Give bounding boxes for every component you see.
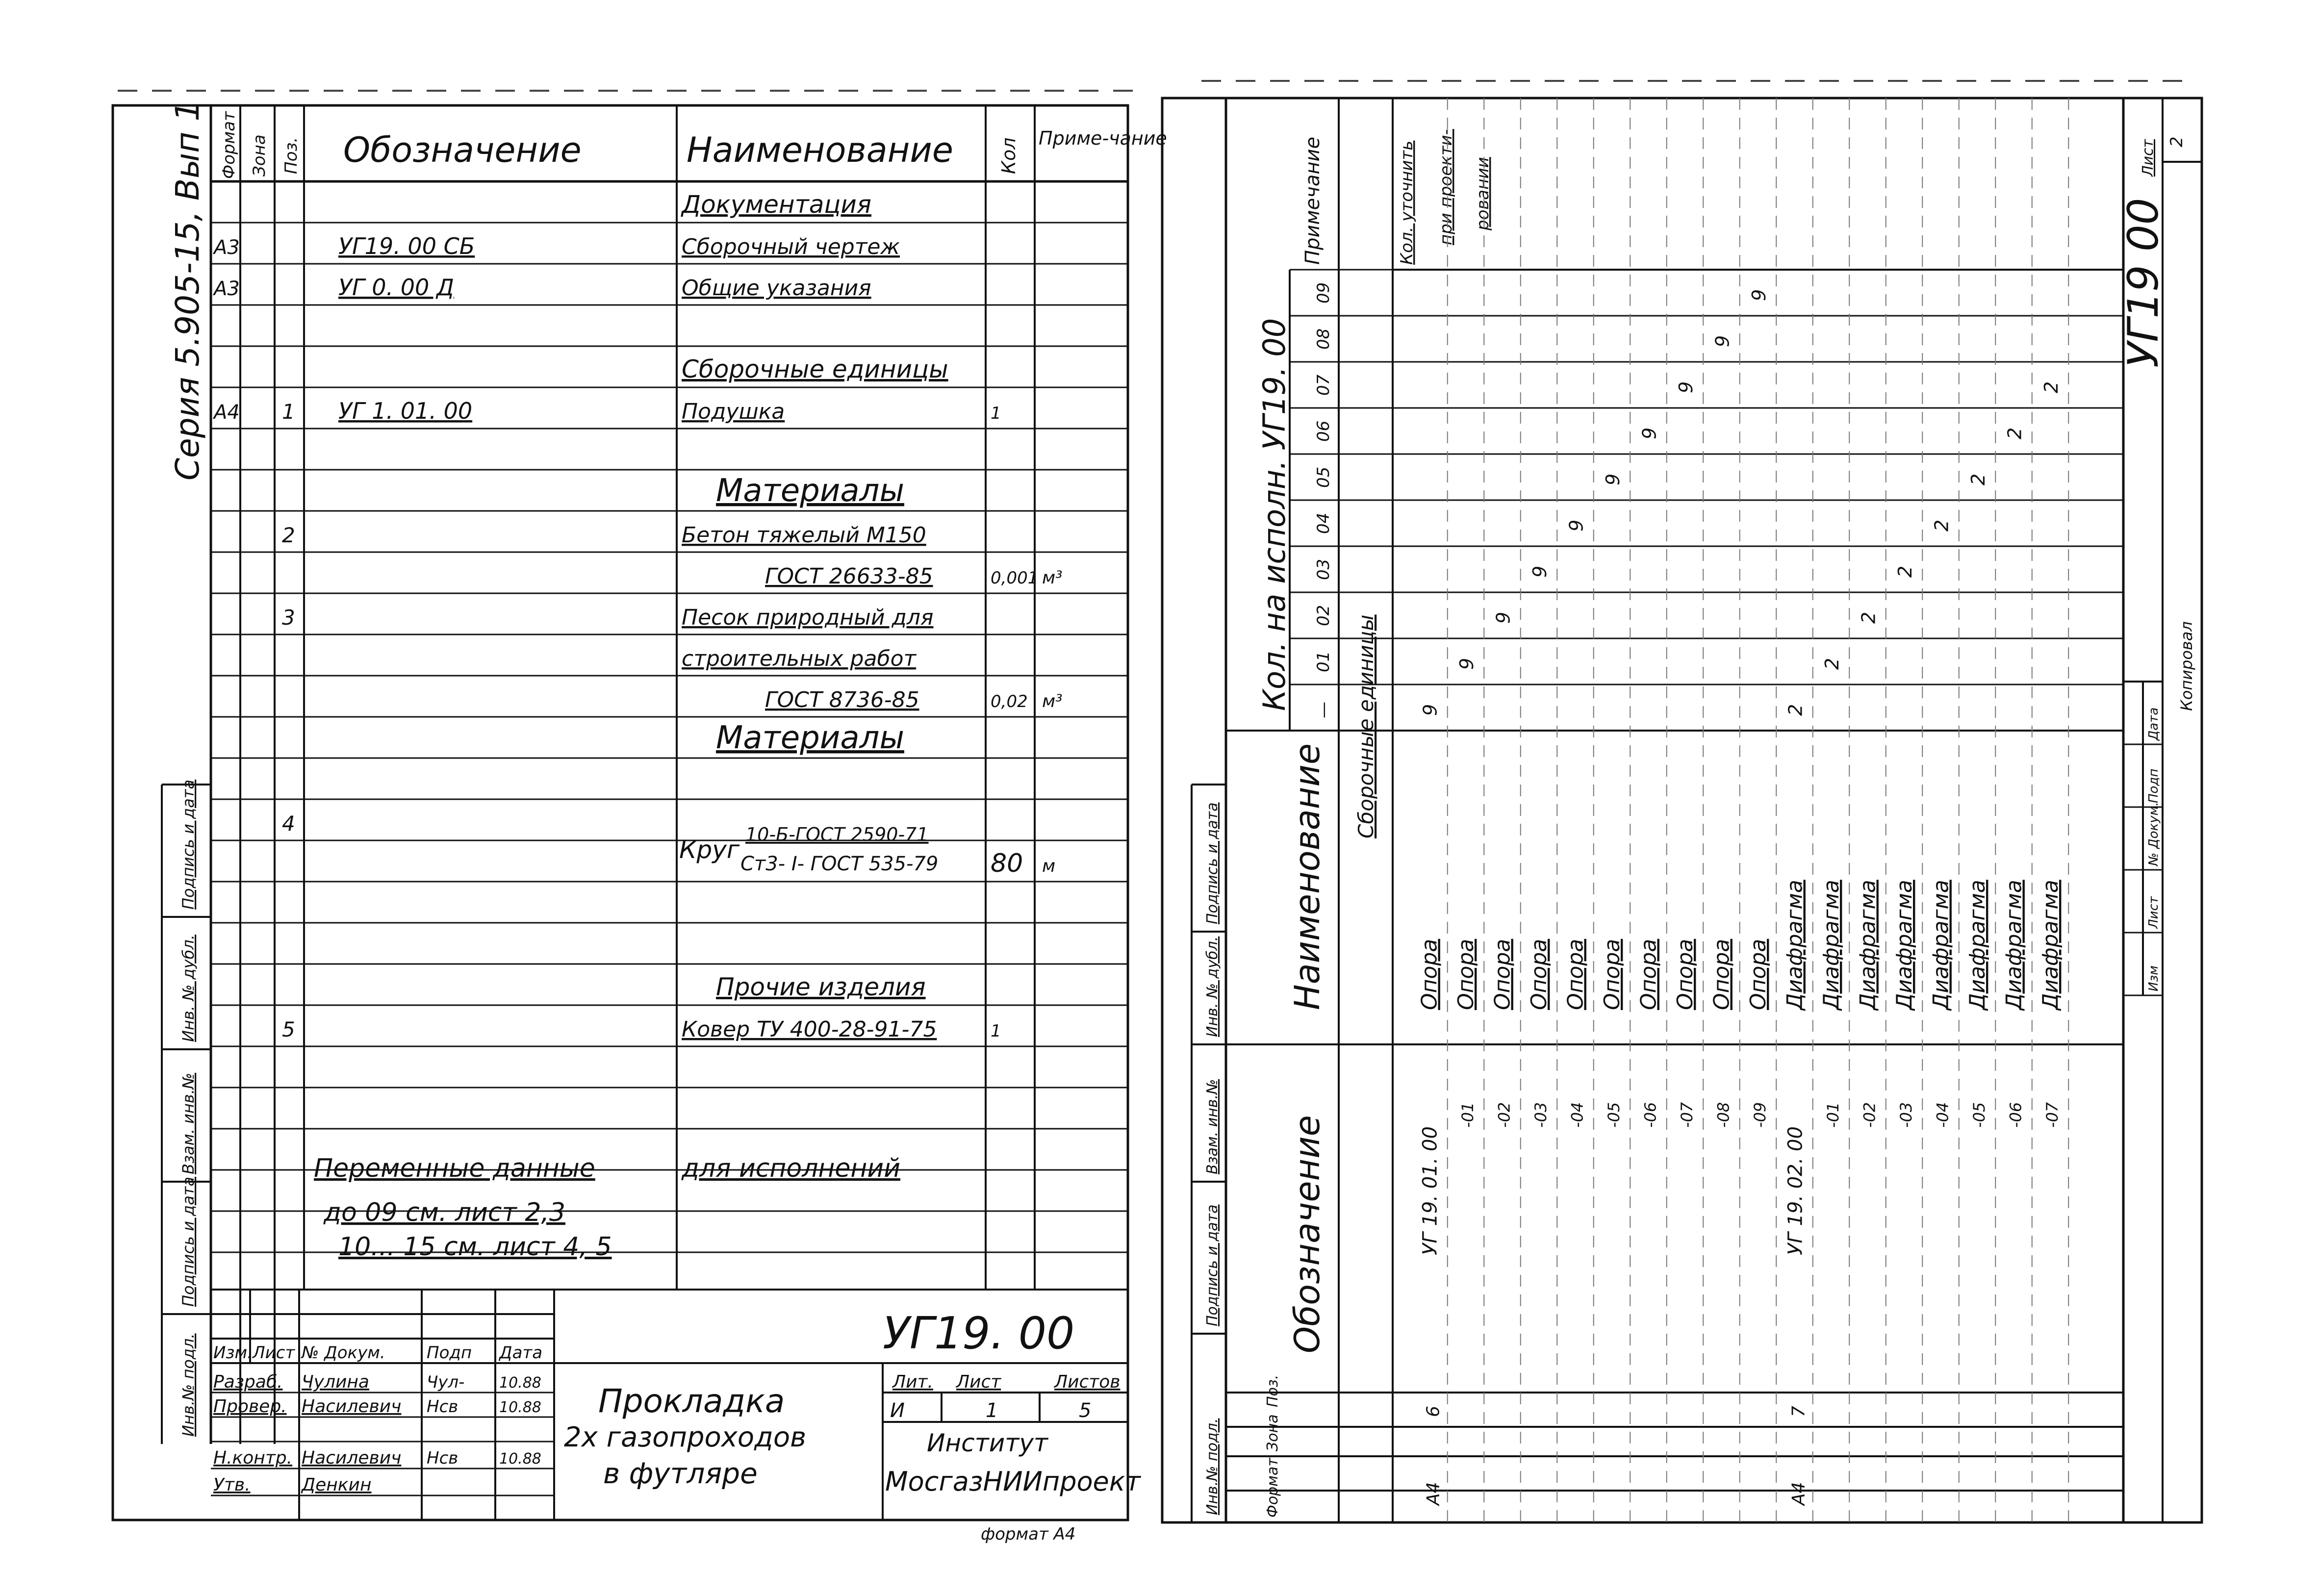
item-designation: УГ 19. 01. 00 xyxy=(1419,1126,1442,1255)
row-note: м³ xyxy=(1042,568,1063,588)
row-name: Ковер ТУ 400-28-91-75 xyxy=(682,1017,937,1042)
r-document-code: УГ19 00 xyxy=(2119,198,2168,368)
mini-stamp-label: № Докум. xyxy=(2146,802,2161,866)
variable-data-line1b: для исполнений xyxy=(682,1154,901,1183)
row-qty: 0,001 xyxy=(991,568,1039,588)
row-qty: 0,02 xyxy=(991,692,1028,711)
row-name: Документация xyxy=(682,190,871,219)
item-designation: -05 xyxy=(1605,1102,1623,1128)
lit-value: И xyxy=(890,1399,905,1422)
item-name: Диафрагма xyxy=(1965,880,1990,1010)
tb-signature: Нсв xyxy=(427,1397,459,1417)
row-pos: 4 xyxy=(282,811,295,836)
variant-header: 01 xyxy=(1314,651,1333,672)
r-sheet-label: Лист xyxy=(2140,139,2157,177)
tb-col-izm: Изм. xyxy=(213,1343,253,1363)
variant-header: — xyxy=(1314,702,1333,718)
org-line2: МосгазНИИпроект xyxy=(885,1466,1141,1497)
item-qty: 9 xyxy=(1711,335,1733,347)
tb-date: 10.88 xyxy=(499,1374,541,1392)
item-designation: -09 xyxy=(1751,1102,1769,1128)
item-format: А4 xyxy=(1788,1482,1809,1505)
item-designation: УГ 19. 02. 00 xyxy=(1784,1126,1807,1255)
variant-header: 09 xyxy=(1314,282,1333,304)
item-name: Опора xyxy=(1417,938,1442,1010)
row-designation: УГ 0. 00 Д xyxy=(338,274,454,301)
row-format: А4 xyxy=(214,401,240,424)
item-qty: 2 xyxy=(2004,427,2026,439)
header-zone: Зона xyxy=(250,134,269,177)
title-line1: Прокладка xyxy=(598,1382,785,1420)
item-qty: 2 xyxy=(1894,565,1916,578)
row-format: А3 xyxy=(214,236,240,259)
item-name: Диафрагма xyxy=(2038,880,2063,1010)
row-name: Подушка xyxy=(682,399,785,424)
krug-bottom: Ст3- I- ГОСТ 535-79 xyxy=(740,853,939,875)
side-stamp-label: Подпись и дата xyxy=(179,779,198,910)
tb-signature: Нсв xyxy=(427,1448,459,1468)
item-name: Диафрагма xyxy=(1782,880,1808,1010)
side-stamp-label: Подпись и дата xyxy=(179,1176,198,1307)
r-sheet-value: 2 xyxy=(2167,136,2187,147)
mini-stamp-label: Подп xyxy=(2146,768,2161,803)
tb-role: Утв. xyxy=(213,1475,251,1495)
variable-data-line1a: Переменные данные xyxy=(314,1154,595,1183)
tb-role: Провер. xyxy=(213,1396,287,1417)
item-designation: -07 xyxy=(1678,1102,1696,1128)
row-name: Сборочный чертеж xyxy=(682,234,900,259)
row-name: Бетон тяжелый М150 xyxy=(682,523,926,548)
tb-person: Насилевич xyxy=(302,1448,402,1468)
tb-col-sign: Подп xyxy=(427,1343,472,1363)
item-name: Опора xyxy=(1636,938,1661,1010)
tb-col-list: Лист xyxy=(253,1343,295,1363)
note-line2: при проекти- xyxy=(1436,129,1456,245)
item-designation: -07 xyxy=(2043,1102,2062,1128)
side-stamp-label: Инв. № дубл. xyxy=(1204,936,1221,1037)
item-designation: -08 xyxy=(1714,1102,1733,1128)
header-designation: Обозначение xyxy=(343,130,582,170)
r-header-qty-title: Кол. на исполн. УГ19. 00 xyxy=(1256,318,1292,711)
mini-stamp-label: Изм xyxy=(2146,965,2161,991)
item-name: Диафрагма xyxy=(1928,880,1954,1010)
item-qty: 9 xyxy=(1638,427,1660,439)
item-qty: 2 xyxy=(1967,473,1989,485)
item-name: Опора xyxy=(1563,938,1588,1010)
item-qty: 2 xyxy=(1821,658,1843,670)
row-name: строительных работ xyxy=(682,646,917,671)
item-name: Опора xyxy=(1673,938,1698,1010)
row-note: м³ xyxy=(1042,691,1063,711)
header-note: Приме-чание xyxy=(1039,127,1167,149)
variant-header: 08 xyxy=(1314,328,1333,350)
tb-role: Разраб. xyxy=(213,1372,283,1392)
item-name: Опора xyxy=(1709,938,1734,1010)
item-name: Опора xyxy=(1527,938,1552,1010)
side-stamp-label: Взам. инв.№ xyxy=(179,1072,198,1174)
item-name: Опора xyxy=(1490,938,1515,1010)
header-pos: Поз. xyxy=(281,137,301,174)
krug-top: 10-Б-ГОСТ 2590-71 xyxy=(745,824,929,845)
r-header-name: Наименование xyxy=(1287,743,1327,1010)
row-note: м xyxy=(1042,856,1056,876)
item-qty: 9 xyxy=(1675,381,1697,393)
item-designation: -03 xyxy=(1531,1102,1550,1128)
r-header-format: Формат xyxy=(1264,1458,1281,1518)
item-name: Опора xyxy=(1600,938,1625,1010)
item-designation: -04 xyxy=(1933,1102,1952,1128)
row-pos: 3 xyxy=(282,606,295,630)
lit-label: Лит. xyxy=(892,1372,933,1392)
item-name: Диафрагма xyxy=(1819,880,1844,1010)
item-designation: -01 xyxy=(1824,1102,1842,1128)
title-line2: 2х газопроходов xyxy=(564,1421,807,1453)
row-name: ГОСТ 8736-85 xyxy=(765,687,919,712)
side-stamp-label: Подпись и дата xyxy=(1204,802,1221,924)
sheet-label: Лист xyxy=(956,1372,1001,1392)
variant-header: 07 xyxy=(1314,374,1333,396)
header-qty: Кол xyxy=(998,137,1019,174)
r-header-zone: Зона xyxy=(1264,1414,1281,1451)
r-header-pos: Поз. xyxy=(1264,1374,1281,1407)
side-stamp-label: Инв.№ подл. xyxy=(1204,1418,1221,1515)
row-name: Песок природный для xyxy=(682,605,934,630)
row-pos: 1 xyxy=(282,400,295,424)
header-format: Формат xyxy=(219,111,239,179)
section-assembly-units: Сборочные единицы xyxy=(1354,614,1378,838)
item-designation: -04 xyxy=(1568,1102,1587,1128)
row-name: Прочие изделия xyxy=(716,973,926,1001)
note-line3: ровании xyxy=(1473,157,1493,230)
tb-role: Н.контр. xyxy=(213,1448,293,1468)
sheets-value: 5 xyxy=(1079,1399,1092,1422)
item-qty: 2 xyxy=(1858,611,1880,624)
tb-col-doc: № Докум. xyxy=(302,1343,385,1363)
tb-date: 10.88 xyxy=(499,1450,541,1468)
row-name: Материалы xyxy=(716,473,904,509)
item-qty: 9 xyxy=(1492,611,1514,624)
item-qty: 9 xyxy=(1748,289,1770,301)
row-qty: 1 xyxy=(991,1021,1001,1041)
tb-person: Насилевич xyxy=(302,1396,402,1417)
mini-stamp-label: Лист xyxy=(2146,896,2161,929)
item-designation: -02 xyxy=(1495,1102,1514,1128)
side-stamp-label: Инв.№ подл. xyxy=(179,1333,198,1437)
item-qty: 9 xyxy=(1565,519,1587,532)
item-qty: 2 xyxy=(1931,519,1953,532)
item-name: Опора xyxy=(1746,938,1771,1010)
row-name: Сборочные единицы xyxy=(682,355,948,383)
item-qty: 2 xyxy=(1784,704,1807,716)
item-designation: -01 xyxy=(1458,1102,1477,1128)
format-note: формат А4 xyxy=(981,1524,1076,1544)
item-name: Диафрагма xyxy=(1892,880,1917,1010)
note-line1: Кол. уточнить xyxy=(1397,140,1417,265)
side-stamp-label: Инв. № дубл. xyxy=(179,935,198,1042)
row-name: ГОСТ 26633-85 xyxy=(765,564,933,589)
copied-label: Копировал xyxy=(2177,621,2196,711)
tb-signature: Чул- xyxy=(427,1372,465,1392)
tb-person: Денкин xyxy=(302,1475,372,1495)
row-qty: 80 xyxy=(991,849,1023,878)
item-pos: 7 xyxy=(1788,1406,1809,1417)
row-pos: 2 xyxy=(282,523,295,547)
tb-col-date: Дата xyxy=(499,1343,543,1363)
item-name: Диафрагма xyxy=(1855,880,1881,1010)
side-stamp-label: Взам. инв.№ xyxy=(1204,1079,1221,1174)
item-designation: -06 xyxy=(2006,1102,2025,1128)
side-stamp-label: Подпись и дата xyxy=(1204,1204,1221,1326)
variable-data-line3: 10... 15 см. лист 4, 5 xyxy=(338,1232,612,1262)
row-designation: УГ 1. 01. 00 xyxy=(338,398,473,424)
header-name: Наименование xyxy=(687,130,953,170)
variant-header: 04 xyxy=(1314,512,1333,534)
item-pos: 6 xyxy=(1423,1406,1444,1417)
item-qty: 2 xyxy=(2040,381,2062,393)
row-qty: 1 xyxy=(991,404,1001,423)
variant-header: 03 xyxy=(1314,558,1333,580)
series-label: Серия 5.905-15, Вып 1 xyxy=(169,101,206,481)
sheets-label: Листов xyxy=(1054,1372,1121,1392)
row-format: А3 xyxy=(214,278,240,300)
item-designation: -05 xyxy=(1970,1102,1988,1128)
document-code: УГ19. 00 xyxy=(883,1308,1075,1359)
variable-data-line2: до 09 см. лист 2,3 xyxy=(324,1198,566,1227)
item-designation: -06 xyxy=(1641,1102,1660,1128)
item-designation: -02 xyxy=(1860,1102,1879,1128)
r-header-designation: Обозначение xyxy=(1287,1115,1327,1353)
tb-date: 10.88 xyxy=(499,1399,541,1416)
title-line3: в футляре xyxy=(603,1457,758,1490)
variant-header: 06 xyxy=(1314,420,1333,442)
item-designation: -03 xyxy=(1897,1102,1915,1128)
variant-header: 05 xyxy=(1314,466,1333,488)
item-qty: 9 xyxy=(1456,658,1478,670)
row-name: Общие указания xyxy=(682,276,871,301)
item-name: Опора xyxy=(1453,938,1478,1010)
item-qty: 9 xyxy=(1529,565,1551,578)
item-qty: 9 xyxy=(1602,473,1624,485)
row-pos: 5 xyxy=(282,1017,295,1041)
sheet-value: 1 xyxy=(986,1399,998,1422)
variant-header: 02 xyxy=(1314,605,1333,626)
item-qty: 9 xyxy=(1419,704,1441,716)
tb-person: Чулина xyxy=(302,1372,369,1392)
org-line1: Институт xyxy=(927,1429,1048,1457)
r-header-note: Примечание xyxy=(1301,136,1324,265)
krug-word: Круг xyxy=(679,836,740,864)
item-name: Диафрагма xyxy=(2001,880,2027,1010)
row-designation: УГ19. 00 СБ xyxy=(338,233,475,259)
row-name: Материалы xyxy=(716,720,904,756)
mini-stamp-label: Дата xyxy=(2146,707,2161,740)
item-format: А4 xyxy=(1423,1482,1444,1505)
